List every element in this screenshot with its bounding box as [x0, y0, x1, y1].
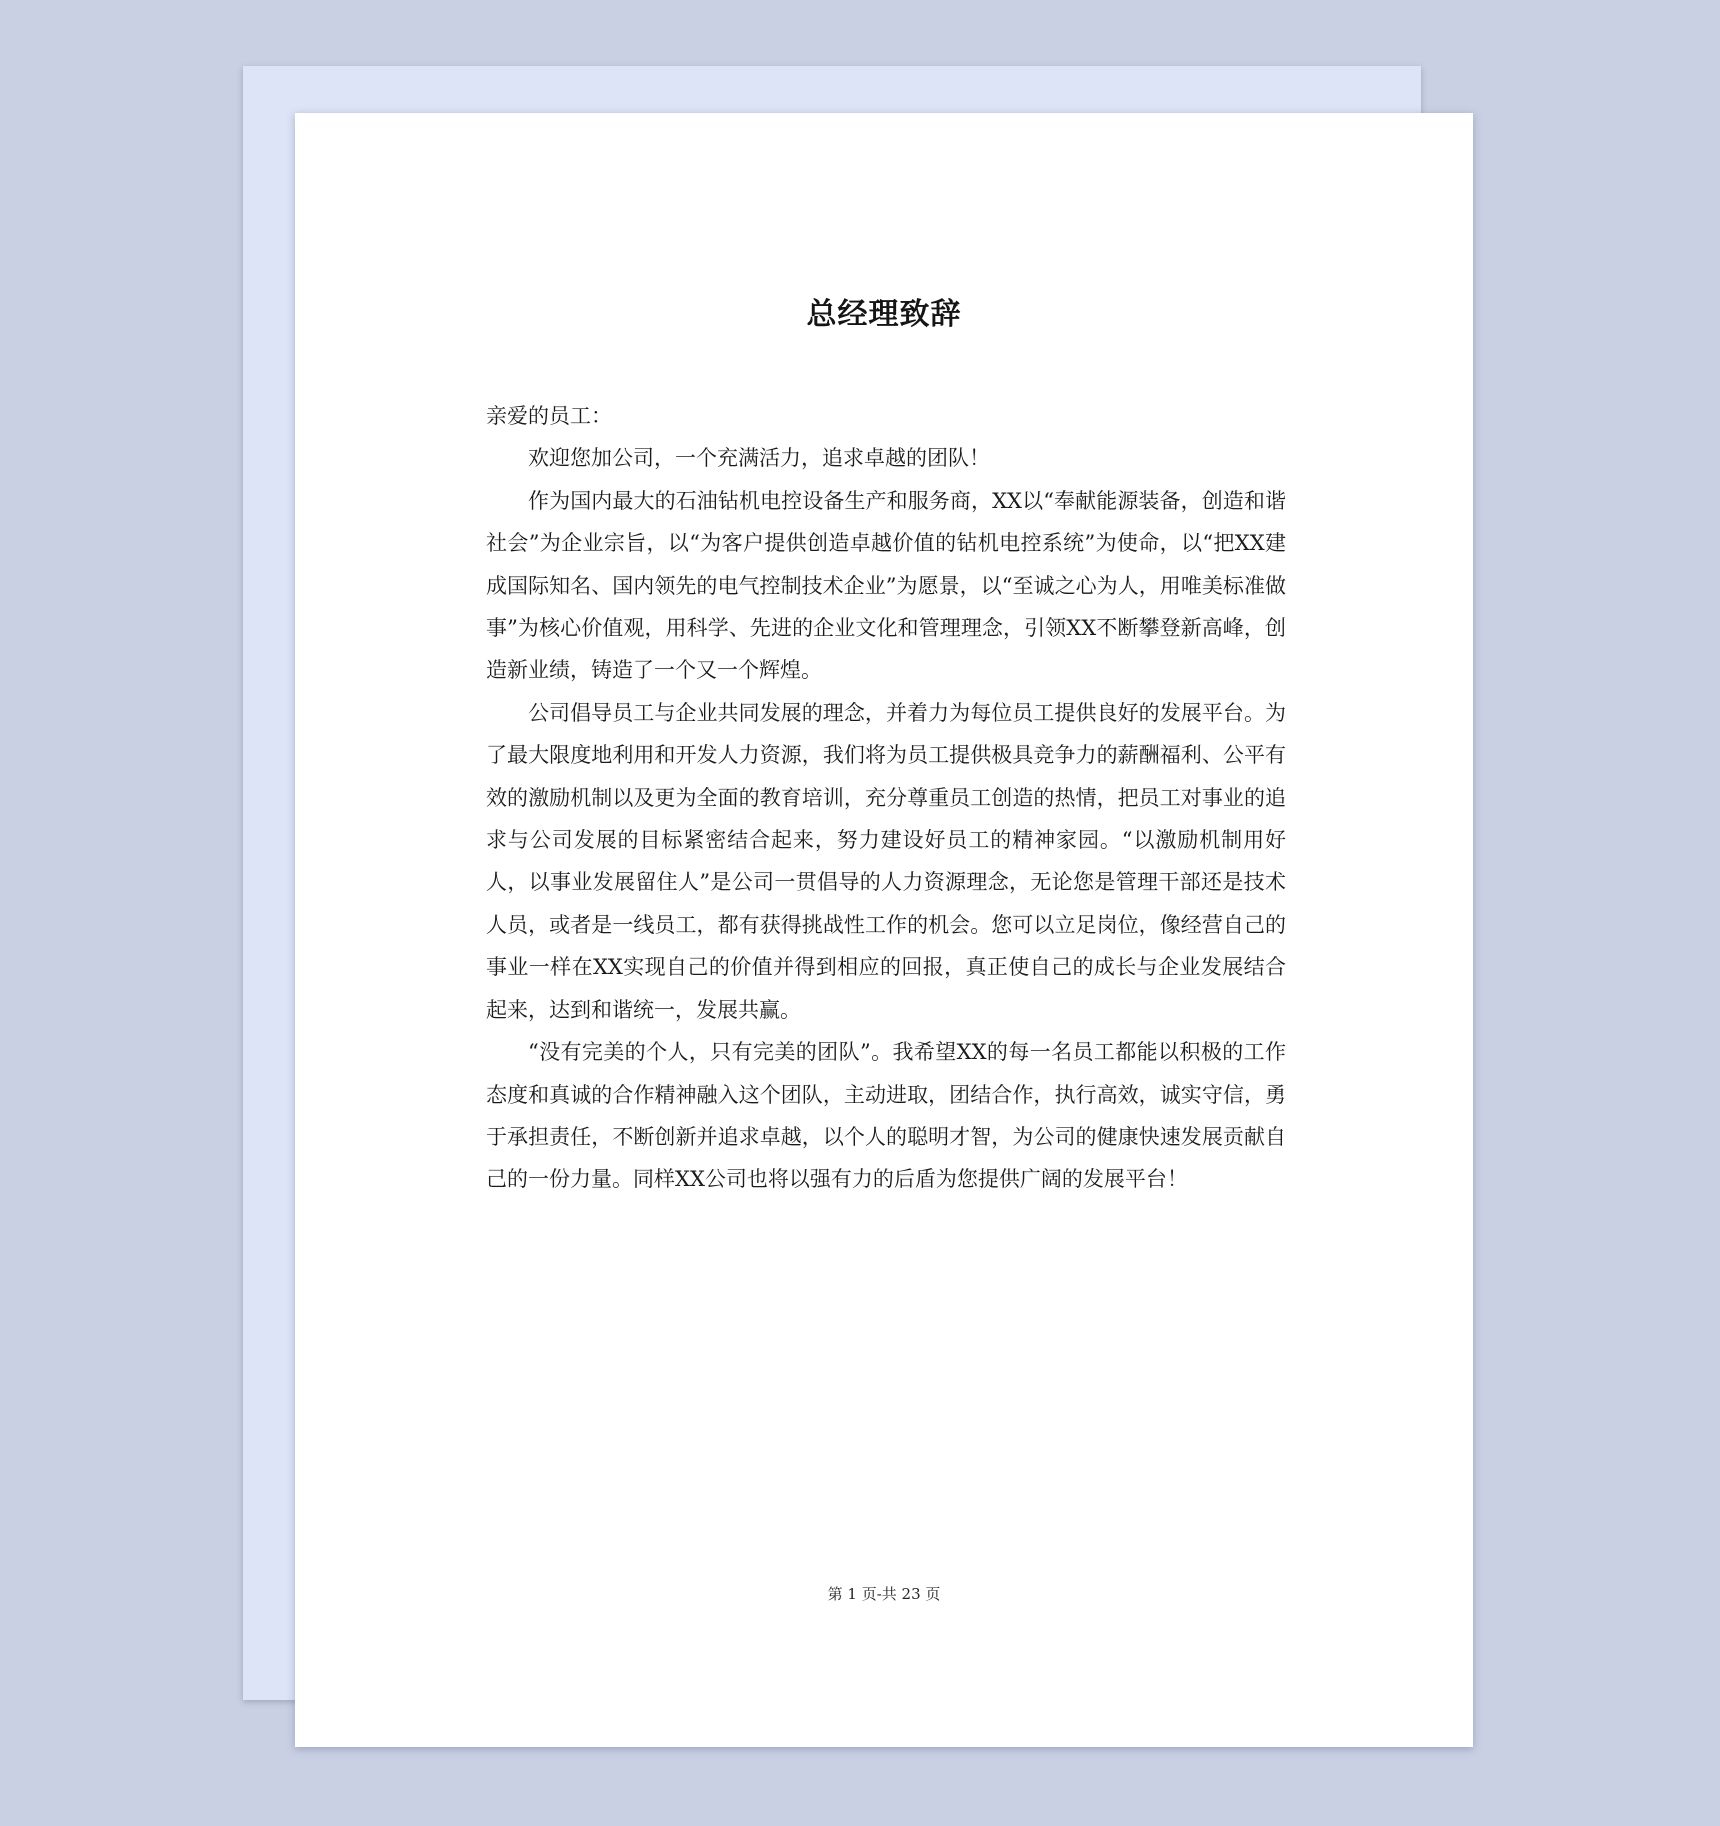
document-body: [486, 395, 1286, 1201]
document-title: 总经理致辞: [806, 297, 962, 332]
document-page: [295, 113, 1473, 1747]
paragraph-welcome: 欢迎您加公司，一个充满活力，追求卓越的团队！: [528, 446, 990, 471]
salutation: 亲爱的员工：: [486, 404, 612, 428]
paragraph-company-intro: 作为国内最大的石油钻机电控设备生产和服务商，XX以“奉献能源装备，创造和谐社会”为企业宗旨，以“为客户提供创造卓越价值的钻机电控系统”为使命，以“把XX建成国际知名、国内领先的电气控制技术企业”为愿景，以“至诚之心为人，用唯美标准做事”为核心价值观，用科学、先进的企业文化和管理理念，引领XX不断攀登新高峰，创造新业绩，铸造了一个又一个辉煌。: [486, 488, 1286, 683]
paragraph-team: “没有完美的个人，只有完美的团队”。我希望XX的每一名员工都能以积极的工作态度和真诚的合作精神融入这个团队，主动进取，团结合作，执行高效，诚实守信，勇于承担责任，不断创新并追求卓越，以个人的聪明才智，为公司的健康快速发展贡献自己的一份力量。同样XX公司也将以强有力的后盾为您提供广阔的发展平台！: [486, 1040, 1286, 1192]
page-number-footer: 第 1 页-共 23 页: [827, 1585, 941, 1603]
paragraph-development: 公司倡导员工与企业共同发展的理念，并着力为每位员工提供良好的发展平台。为了最大限度地利用和开发人力资源，我们将为员工提供极具竞争力的薪酬福利、公平有效的激励机制以及更为全面的教育培训，充分尊重员工创造的热情，把员工对事业的追求与公司发展的目标紧密结合起来，努力建设好员工的精神家园。“以激励机制用好人，以事业发展留住人”是公司一贯倡导的人力资源理念，无论您是管理干部还是技术人员，或者是一线员工，都有获得挑战性工作的机会。您可以立足岗位，像经营自己的事业一样在XX实现自己的价值并得到相应的回报，真正使自己的成长与企业发展结合起来，达到和谐统一，发展共赢。: [486, 700, 1286, 1022]
